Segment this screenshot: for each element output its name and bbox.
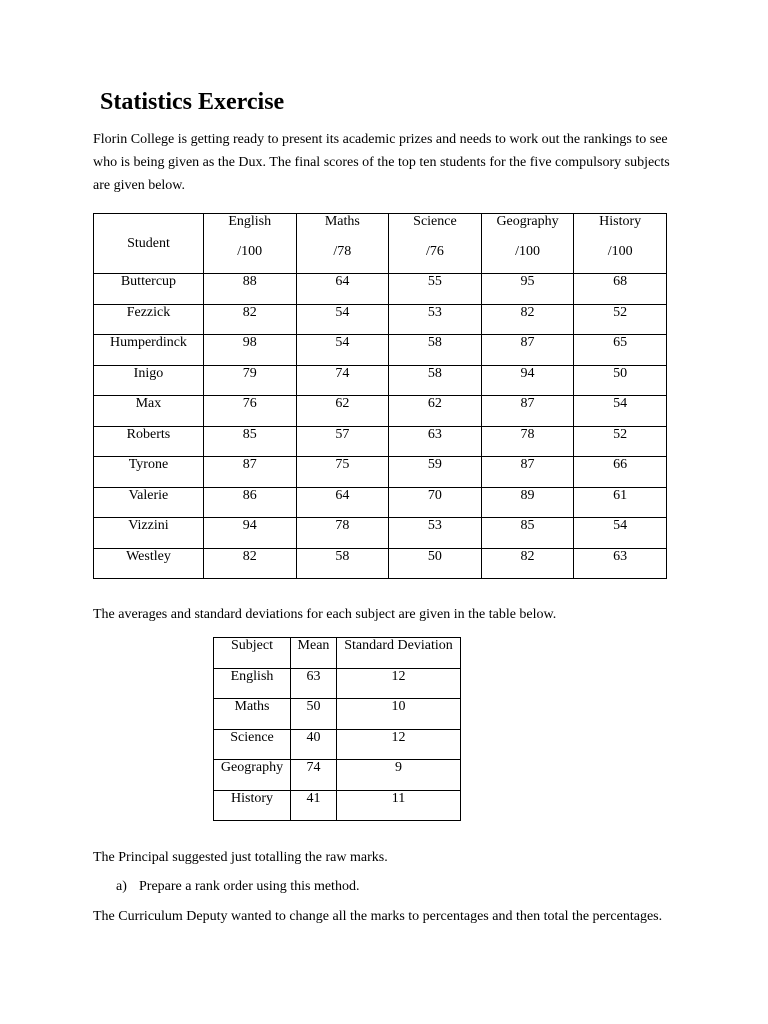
subject-name: History [599, 214, 642, 229]
score-cell: 78 [481, 426, 574, 457]
score-cell: 74 [296, 365, 389, 396]
subject-max: /78 [333, 244, 352, 259]
table-row [94, 457, 667, 488]
score-cell: 68 [574, 274, 667, 305]
table-row [214, 790, 461, 821]
table-row [94, 396, 667, 427]
student-name: Humperdinck [94, 335, 204, 366]
subject-max: /100 [515, 244, 540, 259]
score-cell: 70 [389, 487, 482, 518]
mean-cell: 41 [291, 790, 337, 821]
subject-column-header [481, 214, 574, 274]
score-cell: 54 [296, 304, 389, 335]
score-cell: 52 [574, 426, 667, 457]
score-cell: 54 [296, 335, 389, 366]
table-row [94, 518, 667, 549]
subject-header: Subject [214, 638, 291, 669]
scores-header-row [94, 214, 667, 274]
student-name: Roberts [94, 426, 204, 457]
stats-table [213, 637, 461, 821]
question-label: a) [116, 879, 127, 894]
table-row [214, 760, 461, 791]
score-cell: 87 [481, 335, 574, 366]
score-cell: 58 [389, 335, 482, 366]
score-cell: 50 [574, 365, 667, 396]
score-cell: 59 [389, 457, 482, 488]
score-cell: 95 [481, 274, 574, 305]
subject-column-header [389, 214, 482, 274]
score-cell: 82 [203, 548, 296, 579]
score-cell: 82 [481, 548, 574, 579]
subject-cell: English [214, 668, 291, 699]
score-cell: 82 [481, 304, 574, 335]
score-cell: 65 [574, 335, 667, 366]
stats-header-row [214, 638, 461, 669]
score-cell: 66 [574, 457, 667, 488]
score-cell: 58 [389, 365, 482, 396]
subject-column-header [574, 214, 667, 274]
score-cell: 78 [296, 518, 389, 549]
subject-cell: History [214, 790, 291, 821]
score-cell: 86 [203, 487, 296, 518]
subject-name: English [228, 214, 272, 229]
subject-column-header [203, 214, 296, 274]
subject-name: Maths [324, 214, 360, 229]
score-cell: 63 [389, 426, 482, 457]
table-row [94, 548, 667, 579]
score-cell: 82 [203, 304, 296, 335]
student-name: Buttercup [94, 274, 204, 305]
table-row [214, 668, 461, 699]
student-name: Valerie [94, 487, 204, 518]
table-row [94, 426, 667, 457]
score-cell: 94 [481, 365, 574, 396]
table-row [94, 304, 667, 335]
table-row [94, 274, 667, 305]
student-name: Westley [94, 548, 204, 579]
student-name: Max [94, 396, 204, 427]
subject-name: Geography [496, 214, 559, 229]
deputy-text: The Curriculum Deputy wanted to change all the marks to percentages and then total the percentages. [93, 909, 663, 924]
score-cell: 58 [296, 548, 389, 579]
score-cell: 88 [203, 274, 296, 305]
score-cell: 89 [481, 487, 574, 518]
mean-cell: 40 [291, 729, 337, 760]
subject-column-header [296, 214, 389, 274]
score-cell: 61 [574, 487, 667, 518]
score-cell: 76 [203, 396, 296, 427]
std-dev-cell: 11 [337, 790, 461, 821]
std-dev-cell: 10 [337, 699, 461, 730]
mean-cell: 74 [291, 760, 337, 791]
score-cell: 64 [296, 487, 389, 518]
student-name: Vizzini [94, 518, 204, 549]
student-name: Inigo [94, 365, 204, 396]
score-cell: 54 [574, 396, 667, 427]
student-name: Fezzick [94, 304, 204, 335]
averages-intro: The averages and standard deviations for each subject are given in the table below. [93, 607, 557, 622]
subject-cell: Maths [214, 699, 291, 730]
score-cell: 87 [481, 457, 574, 488]
score-cell: 87 [481, 396, 574, 427]
mean-header: Mean [291, 638, 337, 669]
table-row [94, 365, 667, 396]
score-cell: 62 [296, 396, 389, 427]
score-cell: 64 [296, 274, 389, 305]
principal-text: The Principal suggested just totalling the raw marks. [93, 850, 388, 865]
student-name: Tyrone [94, 457, 204, 488]
subject-max: /76 [425, 244, 444, 259]
table-row [94, 487, 667, 518]
std-dev-header: Standard Deviation [337, 638, 461, 669]
score-cell: 85 [203, 426, 296, 457]
question-a [116, 878, 359, 896]
subject-cell: Science [214, 729, 291, 760]
std-dev-cell: 9 [337, 760, 461, 791]
subject-cell: Geography [214, 760, 291, 791]
scores-table [93, 213, 667, 579]
score-cell: 53 [389, 518, 482, 549]
score-cell: 87 [203, 457, 296, 488]
table-row [214, 729, 461, 760]
subject-name: Science [413, 214, 457, 229]
score-cell: 79 [203, 365, 296, 396]
page-title: Statistics Exercise [100, 89, 285, 115]
score-cell: 62 [389, 396, 482, 427]
subject-max: /100 [607, 244, 633, 259]
std-dev-cell: 12 [337, 668, 461, 699]
intro-paragraph: Florin College is getting ready to present its academic prizes and needs to work out the rankings to see who is being given as the Dux. The final scores of the top ten students for the five compulsory subjects are given below. [93, 132, 670, 193]
score-cell: 85 [481, 518, 574, 549]
question-text: Prepare a rank order using this method. [139, 879, 360, 894]
score-cell: 52 [574, 304, 667, 335]
subject-max: /100 [237, 244, 263, 259]
score-cell: 50 [389, 548, 482, 579]
score-cell: 57 [296, 426, 389, 457]
table-row [214, 699, 461, 730]
mean-cell: 50 [291, 699, 337, 730]
score-cell: 98 [203, 335, 296, 366]
table-row [94, 335, 667, 366]
student-column-header: Student [94, 214, 204, 274]
score-cell: 63 [574, 548, 667, 579]
std-dev-cell: 12 [337, 729, 461, 760]
mean-cell: 63 [291, 668, 337, 699]
score-cell: 75 [296, 457, 389, 488]
score-cell: 54 [574, 518, 667, 549]
score-cell: 55 [389, 274, 482, 305]
score-cell: 53 [389, 304, 482, 335]
score-cell: 94 [203, 518, 296, 549]
